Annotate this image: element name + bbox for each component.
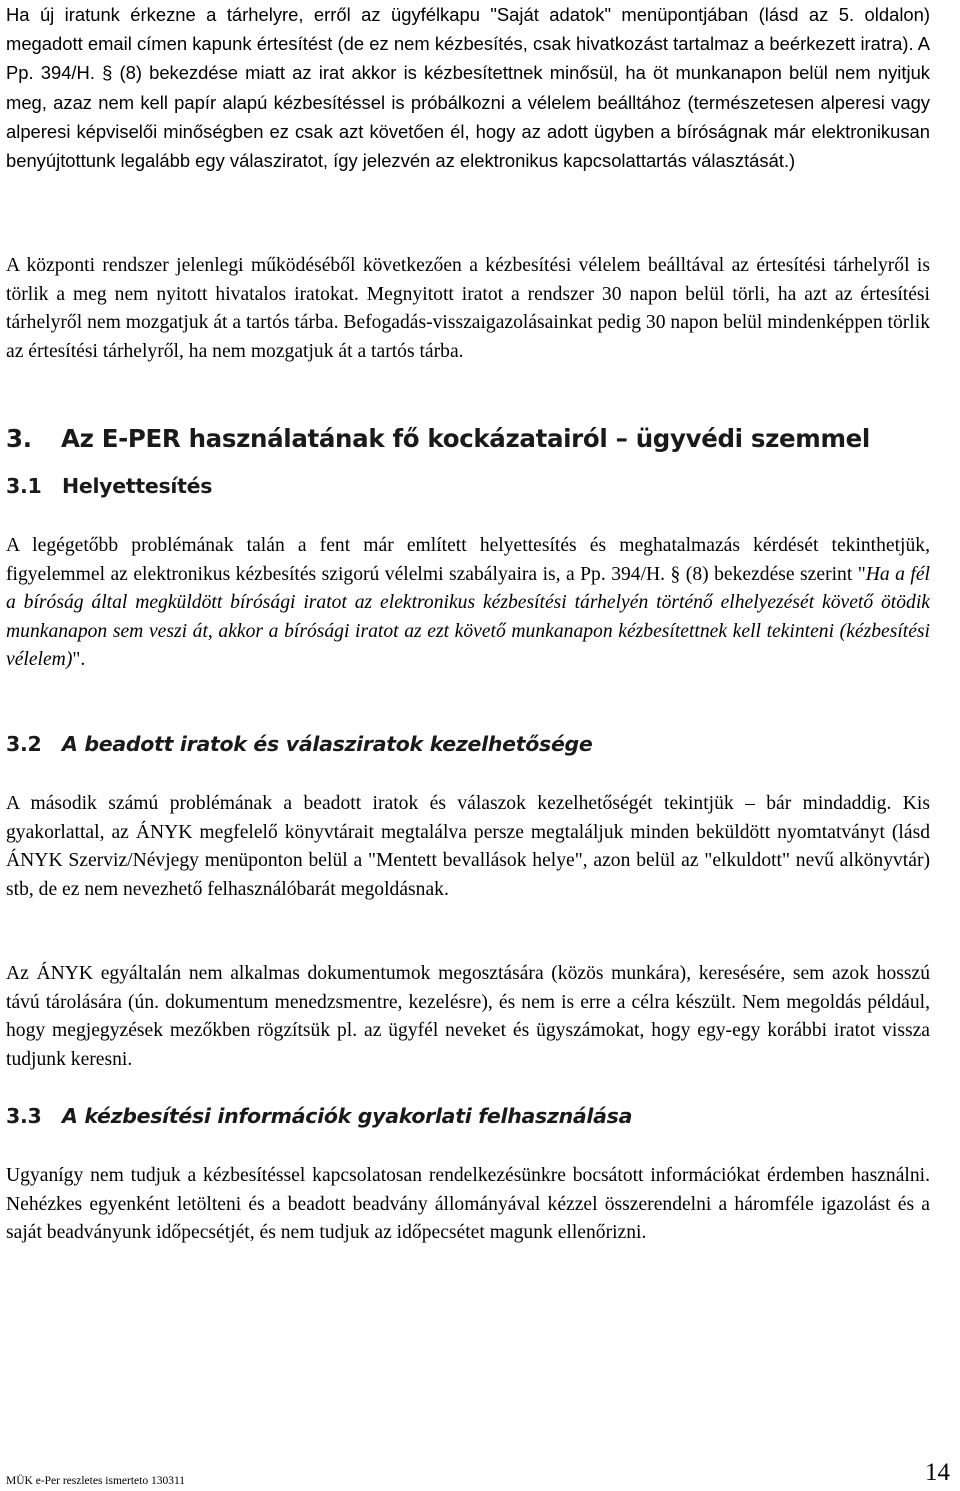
paragraph-substitution bbox=[6, 532, 930, 675]
subsection-number: 3.1 bbox=[6, 474, 42, 498]
legal-quote: Ha a fél a bíróság által megküldött bírósági iratot az elektronikus kézbesítési tárhelyén történő elhelyezését követő ötödik munkanapon sem veszi át, akkor a bírósági iratot az ezt követő munkanapon kézbesítettnek kell tekinteni (kézbesítési vélelem) bbox=[6, 563, 930, 671]
paragraph-manageability: A második számú problémának a beadott iratok és válaszok kezelhetőségét tekintjük – bár mindaddig. Kis gyakorlattal, az ÁNYK megfelelő könyvtárait megtalálva persze megtaláljuk minden beküldött nyomtatványt (lásd ÁNYK Szerviz/Névjegy menüponton belül a "Mentett bevallások helye", azon belül az "elkuldott" nevű alkönyvtár) stb, de ez nem nevezhető felhasználóbarát megoldásnak. bbox=[6, 793, 930, 900]
subsection-heading-3-2 bbox=[6, 732, 593, 756]
paragraph-text: A legégetőbb problémának talán a fent már említett helyettesítés és meghatalmazás kérdését tekinthetjük, figyelemmel az elektronikus kézbesítés szigorú vélelmi szabályaira is, a Pp. 394/H. § (8) bekezdése szerint " bbox=[6, 535, 930, 585]
paragraph-central-system: A központi rendszer jelenlegi működéséből következően a kézbesítési vélelem beálltával az értesítési tárhelyről is törlik a meg nem nyitott hivatalos iratokat. Megnyitott iratot a rendszer 30 napon belül törli, ha azt az értesítési tárhelyről nem mozgatjuk át a tartós tárba. Befogadás-visszaigazolásainkat pedig 30 napon belül mindenképpen törlik az értesítési tárhelyről, ha nem mozgatjuk át a tartós tárba. bbox=[6, 255, 930, 362]
paragraph-notification: Ha új iratunk érkezne a tárhelyre, erről az ügyfélkapu "Saját adatok" menüpontjában (lásd az 5. oldalon) megadott email címen kapunk értesítést (de ez nem kézbesítés, csak hivatkozást tartalmaz a beérkezett iratra). A Pp. 394/H. § (8) bekezdése miatt az irat akkor is kézbesítettnek minősül, ha öt munkanapon belül nem nyitjuk meg, azaz nem kell papír alapú kézbesítéssel is próbálkozni a vélelem beálltához (természetesen alperesi vagy alperesi képviselői minőségben ez csak azt követően él, hogy az adott ügyben a bíróságnak már elektronikusan benyújtottunk legalább egy válasziratot, így jelezvén az elektronikus kapcsolattartás választását.) bbox=[6, 4, 930, 172]
subsection-title: Helyettesítés bbox=[62, 474, 213, 498]
subsection-number: 3.2 bbox=[6, 732, 42, 756]
page-number: 14 bbox=[925, 1459, 950, 1486]
subsection-title: A beadott iratok és válasziratok kezelhetősége bbox=[62, 732, 593, 756]
subsection-heading-3-1 bbox=[6, 474, 212, 498]
section-heading-3 bbox=[6, 424, 870, 453]
section-number: 3. bbox=[6, 424, 32, 453]
section-title: Az E-PER használatának fő kockázatairól – ügyvédi szemmel bbox=[61, 424, 870, 453]
paragraph-text-end: ". bbox=[72, 649, 86, 671]
subsection-heading-3-3 bbox=[6, 1104, 632, 1128]
subsection-title: A kézbesítési információk gyakorlati felhasználása bbox=[62, 1104, 633, 1128]
footer-document-name: MÜK e-Per reszletes ismerteto 130311 bbox=[6, 1475, 186, 1487]
paragraph-anyk-limitations: Az ÁNYK egyáltalán nem alkalmas dokumentumok megosztására (közös munkára), keresésére, sem azok hosszú távú tárolására (ún. dokumentum menedzsmentre, kezelésre), és nem is erre a célra készült. Nem megoldás például, hogy megjegyzések mezőkben rögzítsük pl. az ügyfél neveket és ügyszámokat, hogy egy-egy korábbi iratot vissza tudjunk keresni. bbox=[6, 963, 930, 1070]
paragraph-delivery-info: Ugyanígy nem tudjuk a kézbesítéssel kapcsolatosan rendelkezésünkre bocsátott információkat érdemben használni. Nehézkes egyenként letölteni és a beadott beadvány állományával kézzel összerendelni a háromféle igazolást és a saját beadványunk időpecsétjét, és nem tudjuk az időpecsétet magunk ellenőrizni. bbox=[6, 1165, 930, 1244]
subsection-number: 3.3 bbox=[6, 1104, 42, 1128]
